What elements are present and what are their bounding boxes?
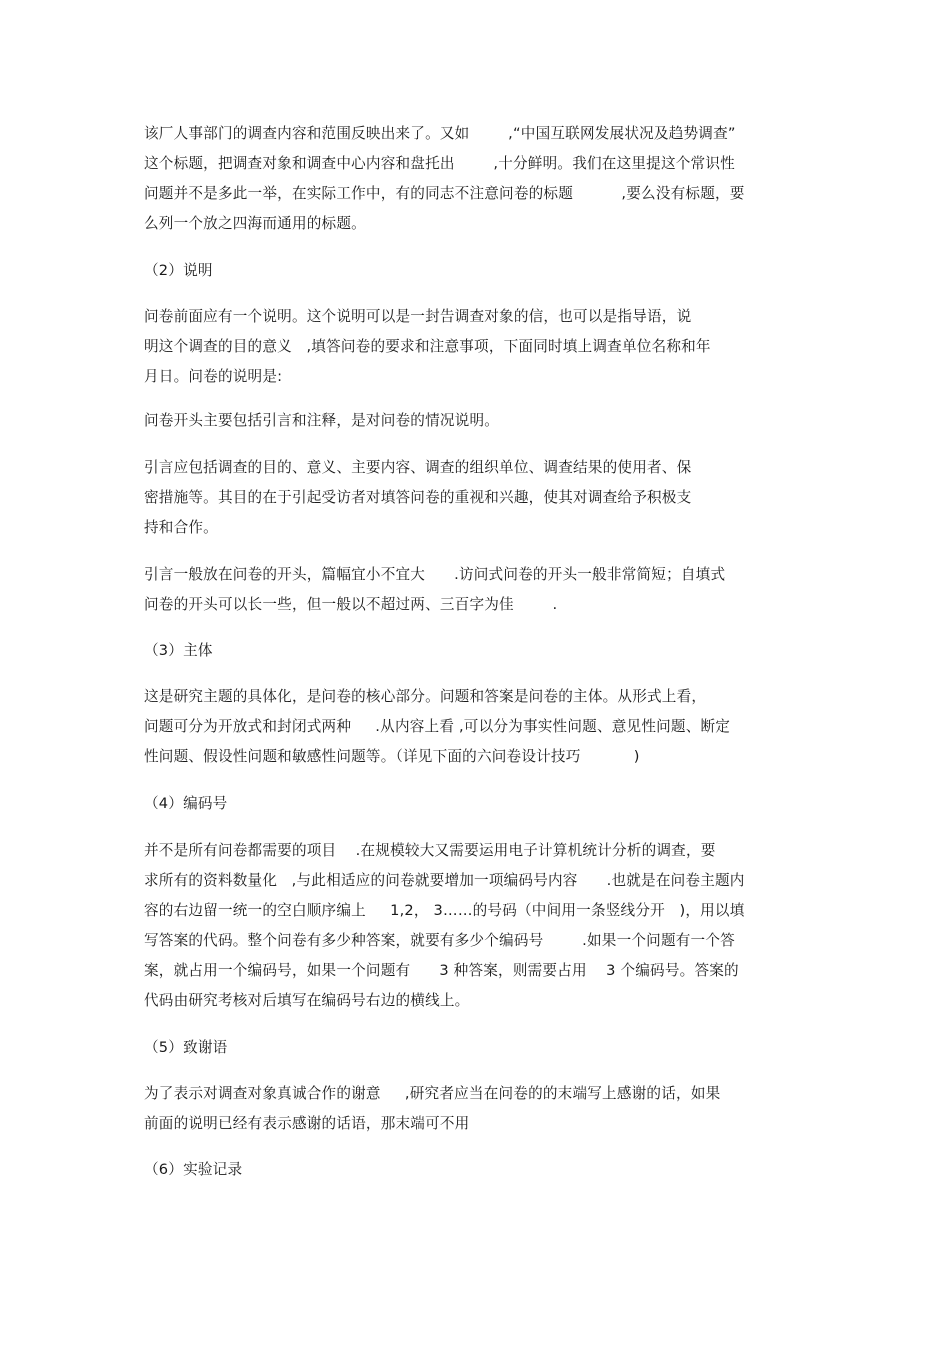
text-line: 并不是所有问卷都需要的项目 .在规模较大又需要运用电子计算机统计分析的调查，要: [144, 842, 716, 859]
text-line: 这个标题，把调查对象和调查中心内容和盘托出 ,十分鲜明。我们在这里提这个常识性: [144, 155, 735, 172]
section-heading: （6）实验记录: [144, 1161, 243, 1178]
section-heading: （5）致谢语: [144, 1039, 228, 1056]
text-line: 问题可分为开放式和封闭式两种 .从内容上看 ,可以分为事实性问题、意见性问题、断定: [144, 718, 731, 735]
text-line: 持和合作。: [144, 519, 218, 536]
section-heading: （4）编码号: [144, 795, 228, 812]
text-line: 容的右边留一统一的空白顺序编上 1,2， 3……的号码（中间用一条竖线分开 )，用以填: [144, 902, 745, 919]
text-line: 该厂人事部门的调查内容和范围反映出来了。又如 ,“中国互联网发展状况及趋势调查”: [144, 125, 736, 142]
text-line: 问卷开头主要包括引言和注释，是对问卷的情况说明。: [144, 412, 500, 429]
text-line: 代码由研究考核对后填写在编码号右边的横线上。: [144, 992, 470, 1009]
text-line: 为了表示对调查对象真诚合作的谢意 ,研究者应当在问卷的的末端写上感谢的话，如果: [144, 1085, 721, 1102]
text-line: 么列一个放之四海而通用的标题。: [144, 215, 366, 232]
text-line: 前面的说明已经有表示感谢的话语，那末端可不用: [144, 1115, 470, 1132]
text-line: 明这个调查的目的意义 ,填答问卷的要求和注意事项，下面同时填上调查单位名称和年: [144, 338, 711, 355]
text-line: 写答案的代码。整个问卷有多少种答案，就要有多少个编码号 .如果一个问题有一个答: [144, 932, 735, 949]
text-line: 问卷前面应有一个说明。这个说明可以是一封告调查对象的信，也可以是指导语，说: [144, 308, 692, 325]
text-line: 密措施等。其目的在于引起受访者对填答问卷的重视和兴趣，使其对调查给予积极支: [144, 489, 692, 506]
section-heading: （3）主体: [144, 642, 213, 659]
text-line: 问题并不是多此一举，在实际工作中，有的同志不注意问卷的标题 ,要么没有标题，要: [144, 185, 745, 202]
text-line: 引言一般放在问卷的开头，篇幅宜小不宜大 .访问式问卷的开头一般非常简短；自填式: [144, 566, 726, 583]
text-line: 问卷的开头可以长一些，但一般以不超过两、三百字为佳 .: [144, 596, 558, 613]
text-line: 性问题、假设性问题和敏感性问题等。（详见下面的六问卷设计技巧 ): [144, 748, 640, 765]
text-line: 这是研究主题的具体化，是问卷的核心部分。问题和答案是问卷的主体。从形式上看，: [144, 688, 707, 705]
text-line: 求所有的资料数量化 ,与此相适应的问卷就要增加一项编码号内容 .也就是在问卷主题内: [144, 872, 745, 889]
text-line: 案，就占用一个编码号，如果一个问题有 3 种答案，则需要占用 3 个编码号。答案的: [144, 962, 739, 979]
text-line: 月日。问卷的说明是:: [144, 368, 283, 385]
text-line: 引言应包括调查的目的、意义、主要内容、调查的组织单位、调查结果的使用者、保: [144, 459, 692, 476]
section-heading: （2）说明: [144, 262, 213, 279]
